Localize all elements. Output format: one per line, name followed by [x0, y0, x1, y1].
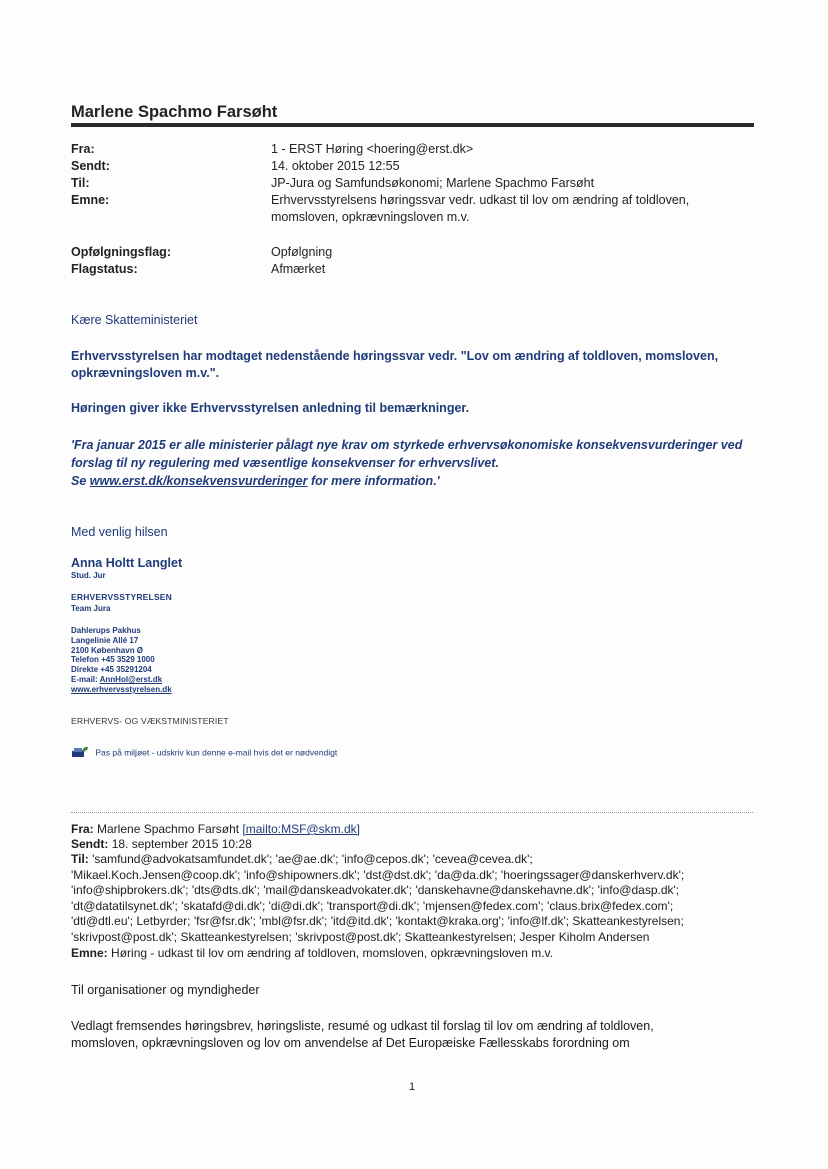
email-label: E-mail: — [71, 674, 98, 684]
forwarded-sent-value: 18. september 2015 10:28 — [111, 837, 252, 851]
ministry-name: ERHVERVS- OG VÆKSTMINISTERIET — [71, 716, 229, 726]
signature-title: Stud. Jur — [71, 571, 106, 580]
separator-line — [71, 812, 753, 813]
quote-line-2: forslag til ny regulering med væsentlige konsekvenser for erhvervslivet. — [71, 456, 499, 470]
flag-status-value: Afmærket — [271, 262, 326, 276]
forwarded-to — [71, 852, 761, 945]
quote-prefix: Se — [71, 474, 87, 488]
page-number: 1 — [409, 1081, 416, 1093]
consequence-link[interactable]: www.erst.dk/konsekvensvurderinger — [89, 474, 308, 488]
forwarded-subject-value: Høring - udkast til lov om ændring af toldloven, momsloven, opkrævningsloven m.v. — [111, 946, 553, 960]
recipient-line: 'dt@datatilsynet.dk'; 'skatafd@di.dk'; 'di@di.dk'; 'transport@di.dk'; 'mjensen@fedex.com'; 'claus.brix@fedex.com'; — [71, 898, 674, 913]
closing: Med venlig hilsen — [71, 525, 168, 539]
recipient-line: 'samfund@advokatsamfundet.dk'; 'ae@ae.dk'; 'info@cepos.dk'; 'cevea@cevea.dk'; — [92, 852, 533, 866]
recipient-line: 'dtl@dtl.eu'; Letbyrder; 'fsr@fsr.dk'; 'mbl@fsr.dk'; 'itd@itd.dk'; 'kontakt@kraka.org'; 'info@lf.dk'; Skatteankestyrelsen; — [71, 914, 684, 928]
sender-name-heading: Marlene Spachmo Farsøht — [71, 103, 278, 121]
forwarded-from-value: Marlene Spachmo Farsøht — [97, 822, 240, 836]
printer-leaf-icon — [71, 745, 89, 761]
from-value: 1 - ERST Høring <hoering@erst.dk> — [271, 142, 474, 156]
quote-line-1: 'Fra januar 2015 er alle ministerier pålagt nye krav om styrkede erhvervsøkonomiske konsekvensvurderinger ved — [71, 438, 743, 452]
flag-status-label: Flagstatus: — [71, 262, 138, 276]
website-link[interactable]: www.erhvervsstyrelsen.dk — [71, 684, 172, 694]
subject-label: Emne: — [71, 193, 110, 207]
recipient-line: 'info@shipbrokers.dk'; 'dts@dts.dk'; 'mail@danskeadvokater.dk'; 'danskehavne@danskehavne.dk'; 'info@dasp.dk'; — [71, 883, 680, 897]
address-line: Langelinie Allé 17 — [71, 635, 139, 645]
signature-organization: ERHVERVSSTYRELSEN — [71, 592, 173, 602]
subject-value: Erhvervsstyrelsens høringssvar vedr. udkast til lov om ændring af toldloven, momsloven, opkrævningsloven m.v. — [271, 193, 690, 224]
direct-phone-line: Direkte +45 35291204 — [71, 665, 152, 675]
header-rule — [71, 123, 754, 127]
follow-up-flag-label: Opfølgningsflag: — [71, 245, 171, 259]
forwarded-to-label: Til: — [71, 852, 89, 866]
to-label: Til: — [71, 176, 90, 190]
forwarded-sent-label: Sendt: — [71, 837, 109, 851]
signature-team: Team Jura — [71, 604, 111, 613]
forwarded-salutation: Til organisationer og myndigheder — [71, 983, 260, 997]
phone-line: Telefon +45 3529 1000 — [71, 655, 155, 665]
email-line — [71, 675, 172, 685]
forwarded-text-line-2: momsloven, opkrævningsloven og lov om anvendelse af Det Europæiske Fællesskabs forordning om — [71, 1036, 630, 1050]
signature-address — [71, 626, 172, 695]
forwarded-subject-label: Emne: — [71, 946, 108, 960]
email-link[interactable]: AnnHol@erst.dk — [99, 674, 163, 684]
forwarded-sent — [71, 837, 761, 853]
address-line: Dahlerups Pakhus — [71, 626, 141, 635]
address-line: 2100 København Ø — [71, 645, 144, 655]
from-label: Fra: — [71, 142, 95, 156]
quote-line-3 — [71, 473, 761, 490]
sent-value: 14. oktober 2015 12:55 — [271, 159, 400, 173]
forwarded-from — [71, 822, 761, 838]
follow-up-flag-value: Opfølgning — [271, 245, 333, 259]
mailto-link[interactable]: [mailto:MSF@skm.dk] — [242, 822, 360, 836]
greeting: Kære Skatteministeriet — [71, 313, 198, 327]
to-value: JP-Jura og Samfundsøkonomi; Marlene Spachmo Farsøht — [271, 176, 595, 190]
recipient-line: 'Mikael.Koch.Jensen@coop.dk'; 'info@shipowners.dk'; 'dst@dst.dk'; 'da@da.dk'; 'hoeringssager@danskerhverv.dk'; — [71, 867, 685, 882]
quote-suffix: for mere information.' — [310, 474, 440, 488]
forwarded-from-label: Fra: — [71, 822, 94, 836]
body-paragraph-2: Høringen giver ikke Erhvervsstyrelsen anledning til bemærkninger. — [71, 401, 470, 415]
environment-note — [71, 745, 337, 761]
recipient-line: 'skrivpost@post.dk'; Skatteankestyrelsen; 'skrivpost@post.dk'; Skatteankestyrelsen; Jesper Kiholm Andersen — [71, 929, 650, 944]
forwarded-subject — [71, 946, 761, 962]
forwarded-text-line-1: Vedlagt fremsendes høringsbrev, høringsliste, resumé og udkast til forslag til lov om ændring af toldloven, — [71, 1019, 654, 1033]
sent-label: Sendt: — [71, 159, 110, 173]
environment-note-text: Pas på miljøet - udskriv kun denne e-mail hvis det er nødvendigt — [95, 747, 338, 758]
body-paragraph-1: Erhvervsstyrelsen har modtaget nedenstående høringssvar vedr. "Lov om ændring af toldloven, momsloven, opkrævningsloven m.v.". — [71, 349, 719, 380]
signature-name: Anna Holtt Langlet — [71, 556, 183, 570]
